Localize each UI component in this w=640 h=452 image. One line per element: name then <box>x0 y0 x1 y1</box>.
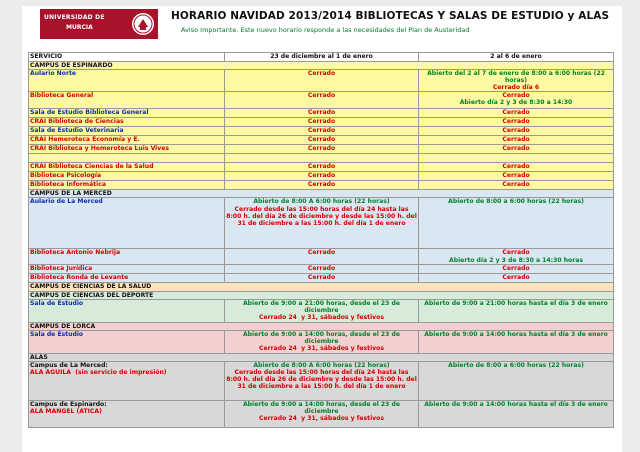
service-cell <box>29 118 225 127</box>
service-name-line: Campus de Espinardo: <box>30 400 107 408</box>
period2-cell <box>419 400 614 427</box>
section-header-row <box>29 291 614 299</box>
service-cell <box>29 92 225 109</box>
table-row <box>29 172 614 181</box>
service-name-line: Biblioteca Psicología <box>30 172 102 180</box>
period1-hours-line: Abierto de 8:00 A 6:00 horas (22 horas) <box>253 198 390 206</box>
period1-hours-line: Cerrado desde las 15:00 horas del día 24 hasta las 8:00 h. del día 26 de diciembre y desde las 15:00 h. del 31 de diciembre a las 15:00 h. del día 1 de enero <box>226 368 417 391</box>
table-row <box>29 145 614 154</box>
service-name-line: ALA MANGEL (ATICA) <box>30 407 102 415</box>
period1-hours-line: Cerrado 24 y 31, sábados y festivos <box>259 313 384 321</box>
period1-hours-line: Abierto de 9:00 a 14:00 horas, desde el 23 de diciembre <box>242 400 403 415</box>
section-title: ALAS <box>29 353 614 361</box>
period1-cell <box>225 145 419 154</box>
table-row <box>29 400 614 427</box>
service-cell <box>29 299 225 322</box>
table-header-row <box>29 53 614 62</box>
period2-hours-line: Cerrado <box>502 118 530 126</box>
service-cell <box>29 181 225 190</box>
period1-hours-line: Abierto de 9:00 a 14:00 horas, desde el 23 de diciembre <box>242 330 403 345</box>
section-title: CAMPUS DE LA MERCED <box>29 190 614 198</box>
period2-hours-line: Abierto de 9:00 a 14:00 horas hasta el día 3 de enero <box>424 400 608 408</box>
table-row <box>29 92 614 109</box>
period1-hours-line: Cerrado <box>307 127 336 135</box>
period2-hours-line: Cerrado <box>502 265 530 273</box>
period1-cell <box>225 400 419 427</box>
table-row <box>29 154 614 163</box>
period2-hours-line: Cerrado <box>502 136 530 144</box>
service-name-line: Sala de Estudio Biblioteca General <box>30 109 149 117</box>
period2-hours-line: Cerrado <box>502 172 530 180</box>
service-name-line: CRAI Hemeroteca Economía y E. <box>30 136 140 144</box>
service-cell <box>29 249 225 265</box>
period2-cell <box>419 92 614 109</box>
table-row <box>29 109 614 118</box>
period1-hours-line: Cerrado <box>307 109 336 117</box>
period1-cell <box>225 198 419 249</box>
period1-hours-line: Cerrado <box>307 172 336 180</box>
period1-hours-line: Cerrado 24 y 31, sábados y festivos <box>259 415 384 423</box>
period1-hours-line: Cerrado <box>307 249 336 257</box>
period2-hours-line: Abierto de 9:00 a 21:00 horas hasta el día 3 de enero <box>424 299 608 307</box>
section-title: CAMPUS DE ESPINARDO <box>29 62 614 70</box>
period1-hours-line: Cerrado <box>307 118 336 126</box>
period1-cell <box>225 127 419 136</box>
period2-cell <box>419 172 614 181</box>
period1-cell <box>225 172 419 181</box>
service-cell <box>29 274 225 283</box>
period2-hours-line: Cerrado día 6 <box>492 84 540 92</box>
period1-hours-line: Cerrado <box>307 136 336 144</box>
service-name-line: ALA AGUILA (sin servicio de impresión) <box>30 368 167 376</box>
period2-hours-line: Abierto de 9:00 a 14:00 horas hasta el día 3 de enero <box>424 330 608 338</box>
period2-cell <box>419 109 614 118</box>
service-cell <box>29 330 225 353</box>
table-row <box>29 181 614 190</box>
period1-hours-line: Cerrado <box>307 181 336 189</box>
section-title: CAMPUS DE LORCA <box>29 322 614 330</box>
document-title: HORARIO NAVIDAD 2013/2014 BIBLIOTECAS Y SALAS DE ESTUDIO y ALAS <box>171 10 610 22</box>
service-cell <box>29 400 225 427</box>
section-header-row <box>29 190 614 198</box>
period2-cell <box>419 163 614 172</box>
period2-hours-line: Cerrado <box>502 145 530 153</box>
service-cell <box>29 265 225 274</box>
period2-cell <box>419 198 614 249</box>
document-subtitle: Aviso Importante. Este nuevo horario responde a las necesidades del Plan de Austeridad <box>181 26 470 34</box>
table-row <box>29 127 614 136</box>
period1-cell <box>225 265 419 274</box>
period1-hours-line: Cerrado <box>307 274 336 282</box>
period2-cell <box>419 145 614 154</box>
period2-cell <box>419 330 614 353</box>
logo-text-line1: UNIVERSIDAD DE <box>44 14 105 21</box>
period1-hours-line: Cerrado desde las 15:00 horas del día 24 hasta las 8:00 h. del día 26 de diciembre y desde las 15:00 h. del 31 de diciembre a las 15:00 h. del día 1 de enero <box>226 205 417 227</box>
service-cell <box>29 136 225 145</box>
column-header-period-1: 23 de diciembre al 1 de enero <box>225 53 419 62</box>
period2-hours-line: Cerrado <box>502 92 530 100</box>
service-cell <box>29 70 225 92</box>
service-name-line: Aulario de La Merced <box>30 198 103 206</box>
period2-hours-line: Abierto de 8:00 a 6:00 horas (22 horas) <box>448 198 584 206</box>
service-name-line: Biblioteca General <box>30 92 94 100</box>
period2-cell <box>419 136 614 145</box>
period1-hours-line: Cerrado <box>307 70 336 78</box>
schedule-table <box>28 52 614 428</box>
service-cell <box>29 154 225 163</box>
period2-hours-line: Cerrado <box>502 249 530 257</box>
table-row <box>29 163 614 172</box>
service-cell <box>29 198 225 249</box>
period1-hours-line: Cerrado <box>307 163 336 171</box>
service-name-line: Biblioteca Antonio Nebrija <box>30 249 121 257</box>
table-row <box>29 136 614 145</box>
service-name-line: CRAI Biblioteca Ciencias de la Salud <box>30 163 154 171</box>
period2-cell <box>419 154 614 163</box>
service-name-line: CRAI Biblioteca de Ciencias <box>30 118 124 126</box>
table-row <box>29 249 614 265</box>
period1-cell <box>225 154 419 163</box>
period2-cell <box>419 118 614 127</box>
university-logo <box>40 9 158 39</box>
period2-hours-line: Cerrado <box>502 109 530 117</box>
period1-cell <box>225 249 419 265</box>
service-cell <box>29 163 225 172</box>
section-title: CAMPUS DE CIENCIAS DEL DEPORTE <box>29 291 614 299</box>
period1-hours-line: Cerrado <box>307 145 336 153</box>
table-row <box>29 118 614 127</box>
service-cell <box>29 127 225 136</box>
period1-hours-line: Cerrado <box>307 265 336 273</box>
table-row <box>29 198 614 249</box>
section-header-row <box>29 353 614 361</box>
period1-cell <box>225 163 419 172</box>
period2-cell <box>419 181 614 190</box>
period1-cell <box>225 118 419 127</box>
period1-cell <box>225 70 419 92</box>
section-header-row <box>29 322 614 330</box>
table-row <box>29 274 614 283</box>
period2-cell <box>419 299 614 322</box>
table-row <box>29 265 614 274</box>
service-name-line: Sala de Estudio Veterinaria <box>30 127 124 135</box>
section-title: CAMPUS DE CIENCIAS DE LA SALUD <box>29 283 614 291</box>
service-cell <box>29 109 225 118</box>
service-name-line: Biblioteca Informática <box>30 181 106 189</box>
period1-cell <box>225 274 419 283</box>
service-name-line: Sala de Estudio <box>30 299 84 307</box>
period1-hours-line: Abierto de 9:00 a 21:00 horas, desde el 23 de diciembre <box>242 299 403 314</box>
period1-cell <box>225 181 419 190</box>
period1-cell <box>225 299 419 322</box>
section-header-row <box>29 62 614 70</box>
period2-hours-line: Abierto del 2 al 7 de enero de 8:00 a 6:00 horas (22 horas) <box>427 70 608 85</box>
period2-hours-line: Cerrado <box>502 163 530 171</box>
service-name-line: Biblioteca Ronda de Levante <box>30 274 129 282</box>
service-name-line: CRAI Biblioteca y Hemeroteca Luis Vives <box>30 145 170 153</box>
table-row <box>29 330 614 353</box>
period1-cell <box>225 92 419 109</box>
period1-hours-line: Cerrado <box>307 92 336 100</box>
period2-cell <box>419 70 614 92</box>
service-name-line: Biblioteca Jurídica <box>30 265 93 273</box>
service-name-line: Aulario Norte <box>30 70 76 78</box>
table-row <box>29 70 614 92</box>
university-seal-icon <box>131 12 155 36</box>
section-header-row <box>29 283 614 291</box>
period2-hours-line: Cerrado <box>502 127 530 135</box>
period2-cell <box>419 249 614 265</box>
column-header-period-2: 2 al 6 de enero <box>419 53 614 62</box>
period1-cell <box>225 109 419 118</box>
period2-cell <box>419 361 614 400</box>
service-cell <box>29 172 225 181</box>
period1-hours-line: Abierto de 8:00 A 6:00 horas (22 horas) <box>253 361 390 369</box>
service-name-line: Campus de La Merced: <box>30 361 108 369</box>
service-cell <box>29 361 225 400</box>
column-header-service: SERVICIO <box>29 53 225 62</box>
period2-cell <box>419 265 614 274</box>
period2-hours-line: Abierto día 2 y 3 de 8:30 a 14:30 horas <box>449 256 583 264</box>
period2-hours-line: Cerrado <box>502 181 530 189</box>
service-name-line: Sala de Estudio <box>30 330 84 338</box>
table-row <box>29 299 614 322</box>
period2-hours-line: Abierto de 8:00 a 6:00 horas (22 horas) <box>448 361 584 369</box>
schedule-table-body <box>29 53 614 428</box>
period1-hours-line: Cerrado 24 y 31, sábados y festivos <box>259 344 384 352</box>
period2-hours-line: Cerrado <box>502 274 530 282</box>
table-row <box>29 361 614 400</box>
period2-cell <box>419 274 614 283</box>
service-cell <box>29 145 225 154</box>
period1-cell <box>225 136 419 145</box>
period2-hours-line: Abierto día 2 y 3 de 8:30 a 14:30 <box>459 99 573 107</box>
period2-cell <box>419 127 614 136</box>
period1-cell <box>225 330 419 353</box>
period1-cell <box>225 361 419 400</box>
logo-text-line2: MURCIA <box>66 24 93 31</box>
